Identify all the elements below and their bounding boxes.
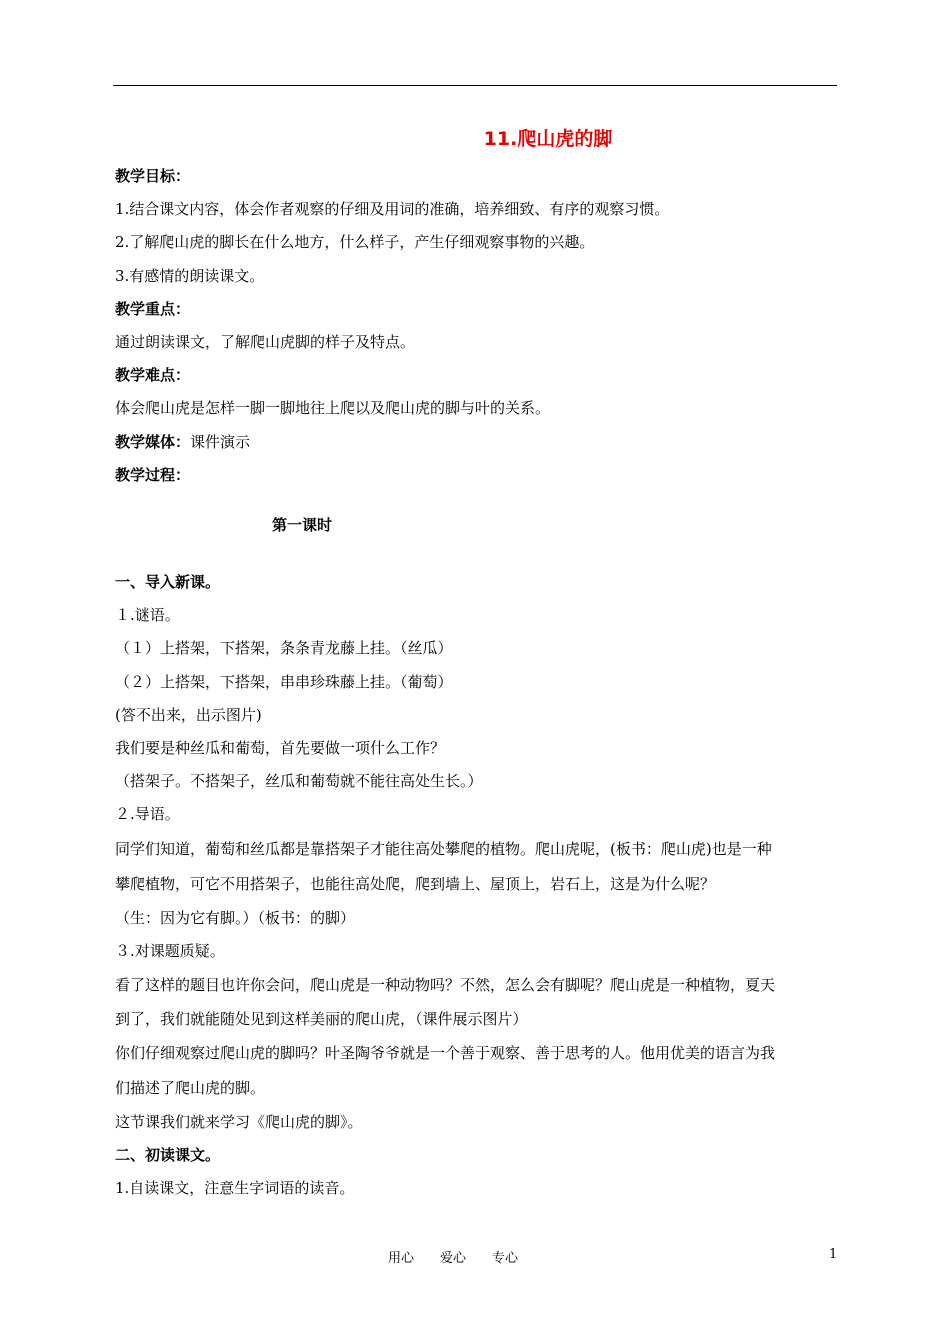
body-line: １.谜语。 xyxy=(115,606,180,625)
document-title: 11.爬山虎的脚 xyxy=(483,128,613,150)
body-line: 攀爬植物，可它不用搭架子，也能往高处爬，爬到墙上、屋顶上，岩石上，这是为什么呢？ xyxy=(115,874,716,893)
body-line: 我们要是种丝瓜和葡萄，首先要做一项什么工作？ xyxy=(115,738,446,757)
body-line: 看了这样的题目也许你会问，爬山虎是一种动物吗？不然，怎么会有脚呢？爬山虎是一种植物，夏天 xyxy=(115,975,776,994)
body-line: 这节课我们就来学习《爬山虎的脚》。 xyxy=(115,1113,363,1132)
body-line: 们描述了爬山虎的脚。 xyxy=(115,1079,266,1098)
difficulty-label: 教学难点： xyxy=(115,366,191,385)
goal-item: 3.有感情的朗读课文。 xyxy=(115,266,265,285)
body-line: ２.导语。 xyxy=(115,805,180,824)
body-line: ３.对课题质疑。 xyxy=(115,941,225,960)
body-line: （搭架子。不搭架子，丝瓜和葡萄就不能往高处生长。） xyxy=(115,772,483,791)
body-line: 到了，我们就能随处见到这样美丽的爬山虎，（课件展示图片） xyxy=(115,1009,528,1028)
header-rule xyxy=(113,85,837,86)
media-line xyxy=(115,426,839,459)
footer-motto: 用心 爱心 专心 xyxy=(388,1251,519,1266)
media-label: 教学媒体： xyxy=(115,432,191,451)
goal-item: 2.了解爬山虎的脚长在什么地方，什么样子，产生仔细观察事物的兴趣。 xyxy=(115,233,595,252)
section-title: 一、导入新课。 xyxy=(115,573,221,591)
lesson-body xyxy=(115,566,839,1206)
lesson-title: 第一课时 xyxy=(272,516,333,534)
body-line: （生：因为它有脚。）（板书：的脚） xyxy=(115,908,356,927)
body-line: （２）上搭架，下搭架，串串珍珠藤上挂。（葡萄） xyxy=(115,672,453,691)
key-point-label: 教学重点： xyxy=(115,299,191,318)
body-line: 同学们知道，葡萄和丝瓜都是靠搭架子才能往高处攀爬的植物。爬山虎呢，(板书：爬山虎)也是一种 xyxy=(115,839,772,858)
page-number: 1 xyxy=(829,1247,838,1262)
media-text: 课件演示 xyxy=(190,432,251,451)
process-label: 教学过程： xyxy=(115,465,191,484)
lesson-plan-header xyxy=(115,160,839,492)
key-point-text: 通过朗读课文，了解爬山虎脚的样子及特点。 xyxy=(115,332,416,351)
difficulty-text: 体会爬山虎是怎样一脚一脚地往上爬以及爬山虎的脚与叶的关系。 xyxy=(115,399,551,418)
goal-item: 1.结合课文内容，体会作者观察的仔细及用词的准确，培养细致、有序的观察习惯。 xyxy=(115,200,670,219)
body-line: (答不出来，出示图片) xyxy=(115,705,262,724)
body-line: （１）上搭架，下搭架，条条青龙藤上挂。（丝瓜） xyxy=(115,639,453,658)
body-line: 你们仔细观察过爬山虎的脚吗？叶圣陶爷爷就是一个善于观察、善于思考的人。他用优美的语言为我 xyxy=(115,1044,776,1063)
section-title: 二、初读课文。 xyxy=(115,1146,221,1165)
body-line: 1.自读课文，注意生字词语的读音。 xyxy=(115,1179,355,1198)
goals-label: 教学目标： xyxy=(115,167,191,185)
